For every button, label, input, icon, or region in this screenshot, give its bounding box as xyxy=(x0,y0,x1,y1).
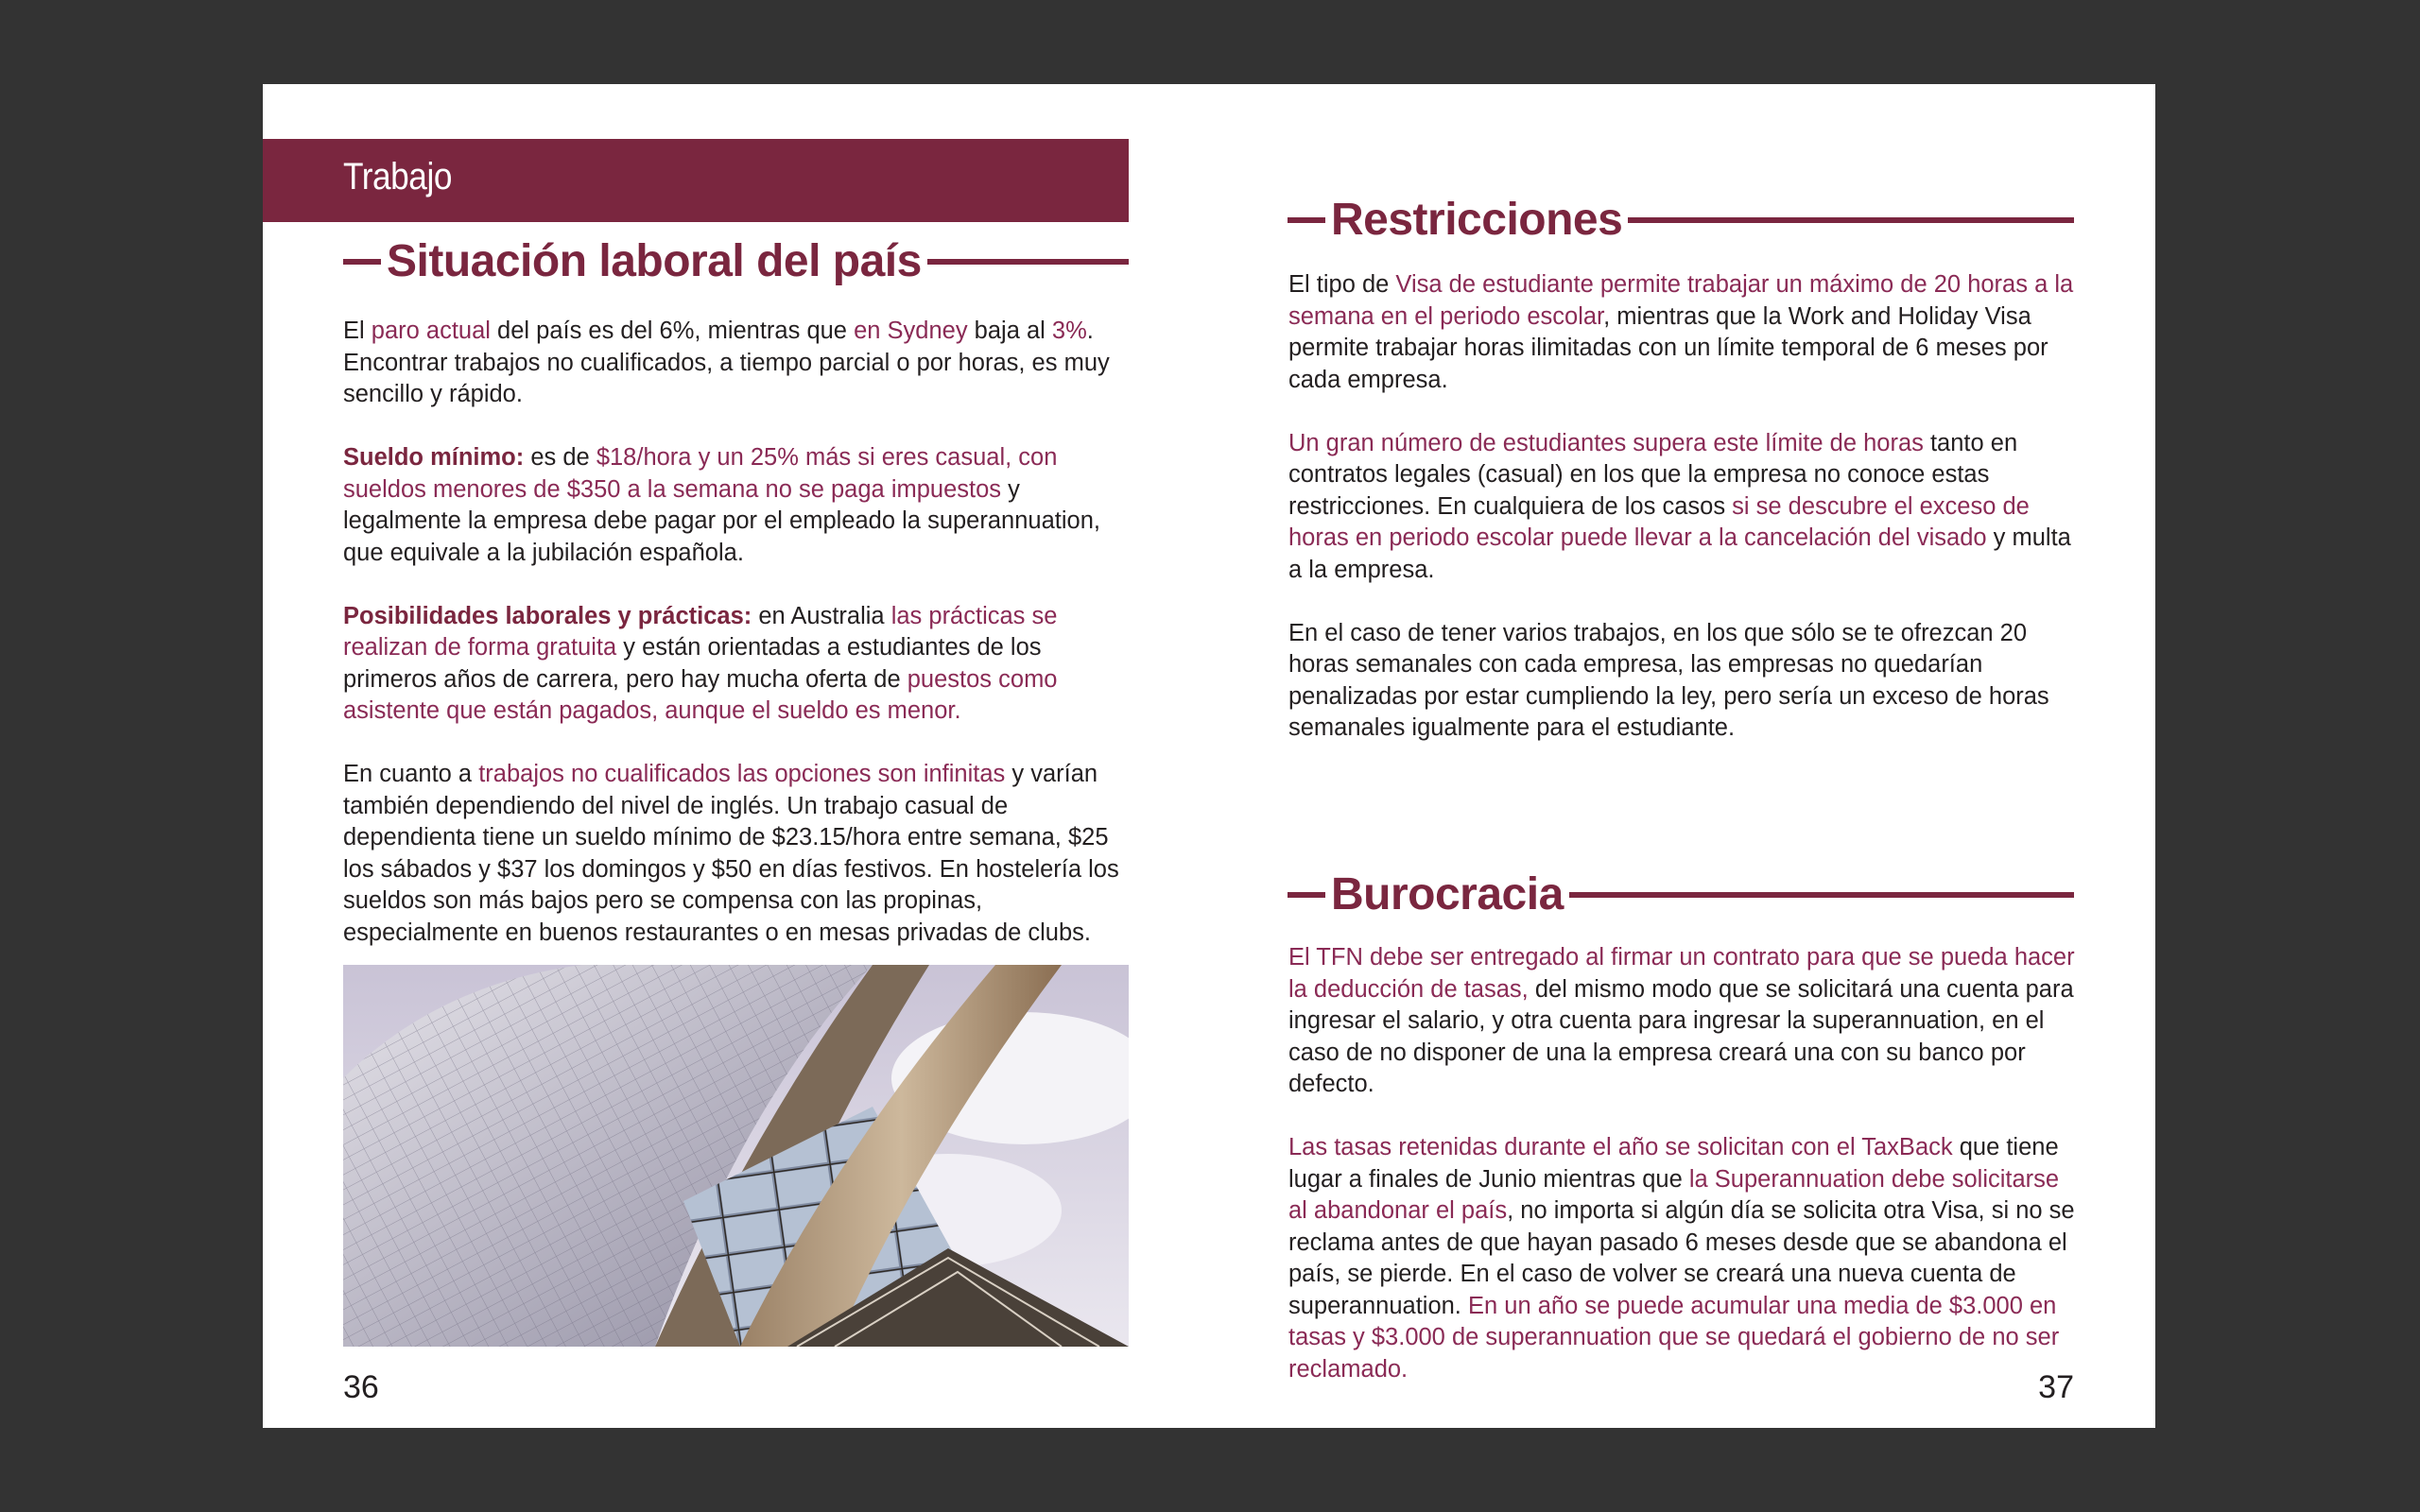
right-page xyxy=(1209,84,2155,1428)
restricciones-body xyxy=(1288,269,2075,776)
text-run: El xyxy=(343,318,372,344)
text-run: , mientras que la Work and Holiday Visa permite trabajar horas ilimitadas con un límite temporal de 6 meses por cada empresa. xyxy=(1288,302,2048,393)
text-run: tanto en contratos legales (casual) en los que la empresa no conoce estas restricciones. En cualquiera de los casos xyxy=(1288,429,2018,520)
heading-rule xyxy=(1569,892,2074,898)
opera-house-photo xyxy=(343,965,1129,1347)
highlight-run: las prácticas se realizan de forma gratuita xyxy=(343,602,1058,661)
heading-rule xyxy=(1628,217,2074,223)
highlight-run: si se descubre el exceso de horas en periodo escolar puede llevar a la cancelación del visado xyxy=(1288,492,2030,551)
heading-text: Burocracia xyxy=(1331,869,1564,919)
left-page xyxy=(263,84,1209,1428)
highlight-run: Un gran número de estudiantes supera este límite de horas xyxy=(1288,429,1924,456)
paragraph-limite-horas xyxy=(1288,428,2075,587)
text-run: , no importa si algún día se solicita otra Visa, si no se reclama antes de que hayan pasado 6 meses desde que se abandona el país, se pierde. En el caso de volver se creará una nueva cuenta de superannuation. xyxy=(1288,1197,2075,1319)
text-run: El tipo de xyxy=(1288,271,1396,298)
text-run: y están orientadas a estudiantes de los primeros años de carrera, pero hay mucha oferta de xyxy=(343,634,1042,693)
text-run: baja al xyxy=(967,318,1052,344)
section-label: Trabajo xyxy=(343,156,452,198)
highlight-run: trabajos no cualificados las opciones son infinitas xyxy=(478,761,1006,787)
highlight-run: 3% xyxy=(1051,318,1087,344)
text-run: del mismo modo que se solicitará una cuenta para ingresar el salario, y otra cuenta para ingresar la superannuation, en el caso de no disponer de una la empresa creará una con su banco por defecto. xyxy=(1288,975,2074,1097)
text-run: que tiene lugar a finales de Junio mientras que xyxy=(1288,1134,2059,1193)
book-spread xyxy=(263,84,2155,1428)
heading-text: Situación laboral del país xyxy=(387,236,922,286)
paragraph-posibilidades xyxy=(343,601,1129,728)
text-run: En cuanto a xyxy=(343,761,479,787)
text-run: y legalmente la empresa debe pagar por el empleado la superannuation, que equivale a la jubilación española. xyxy=(343,475,1100,566)
paragraph-tfn xyxy=(1288,942,2075,1101)
paragraph-taxback xyxy=(1288,1132,2075,1385)
page-number-right: 37 xyxy=(2038,1369,2074,1405)
text-run: . Encontrar trabajos no cualificados, a tiempo parcial o por horas, es muy sencillo y rápido. xyxy=(343,318,1110,407)
heading-dash xyxy=(1288,892,1325,898)
paragraph-visa-estudiante xyxy=(1288,269,2075,396)
highlight-run: paro actual xyxy=(371,318,491,344)
heading-dash xyxy=(1288,217,1325,223)
paragraph-label: Sueldo mínimo: xyxy=(343,444,525,471)
heading-text: Restricciones xyxy=(1331,195,1623,245)
highlight-run: puestos como asistente que están pagados, aunque el sueldo es menor. xyxy=(343,665,1058,724)
text-run: y multa a la empresa. xyxy=(1288,524,2071,583)
text-run: es de xyxy=(524,444,596,471)
left-body xyxy=(343,316,1129,981)
paragraph-paro xyxy=(343,316,1129,411)
heading-dash xyxy=(343,259,381,265)
highlight-run: Las tasas retenidas durante el año se solicitan con el TaxBack xyxy=(1288,1134,1953,1160)
section-band xyxy=(263,139,1129,222)
burocracia-body xyxy=(1288,942,2075,1418)
highlight-run: $18/hora y un 25% más si eres casual, con sueldos menores de $350 a la semana no se paga impuestos xyxy=(343,444,1058,503)
heading-situacion-laboral xyxy=(343,235,1129,287)
highlight-run: En un año se puede acumular una media de $3.000 en tasas y $3.000 de superannuation que se quedará el gobierno de no ser reclamado. xyxy=(1288,1292,2060,1383)
highlight-run: El TFN debe ser entregado al firmar un contrato para que se pueda hacer la deducción de tasas, xyxy=(1288,944,2075,1003)
text-run: en Australia xyxy=(752,602,891,629)
paragraph-trabajos-no-cualificados xyxy=(343,759,1129,949)
highlight-run: la Superannuation debe solicitarse al abandonar el país xyxy=(1288,1165,2060,1224)
highlight-run: Visa de estudiante permite trabajar un máximo de 20 horas a la semana en el periodo escolar xyxy=(1288,271,2074,330)
paragraph-label: Posibilidades laborales y prácticas: xyxy=(343,602,752,629)
text-run: y varían también dependiendo del nivel de inglés. Un trabajo casual de dependienta tiene un sueldo mínimo de $23.15/hora entre semana, $25 los sábados y $37 los domingos y $50 en días festivos. En hostelería los sueldos son más bajos pero se compensa con las propinas, especialmente en buenos restaurantes o en mesas privadas de clubs. xyxy=(343,761,1119,946)
heading-restricciones xyxy=(1288,194,2074,246)
heading-rule xyxy=(927,259,1129,265)
text-run: del país es del 6%, mientras que xyxy=(490,318,855,344)
page-number-left: 36 xyxy=(343,1369,379,1405)
heading-burocracia xyxy=(1288,868,2074,920)
highlight-run: en Sydney xyxy=(854,318,968,344)
paragraph-sueldo-minimo xyxy=(343,442,1129,569)
paragraph-varios-trabajos: En el caso de tener varios trabajos, en los que sólo se te ofrezcan 20 horas semanales con cada empresa, las empresas no quedarían penalizadas por estar cumpliendo la ley, pero sería un exceso de horas semanales igualmente para el estudiante. xyxy=(1288,619,2049,741)
